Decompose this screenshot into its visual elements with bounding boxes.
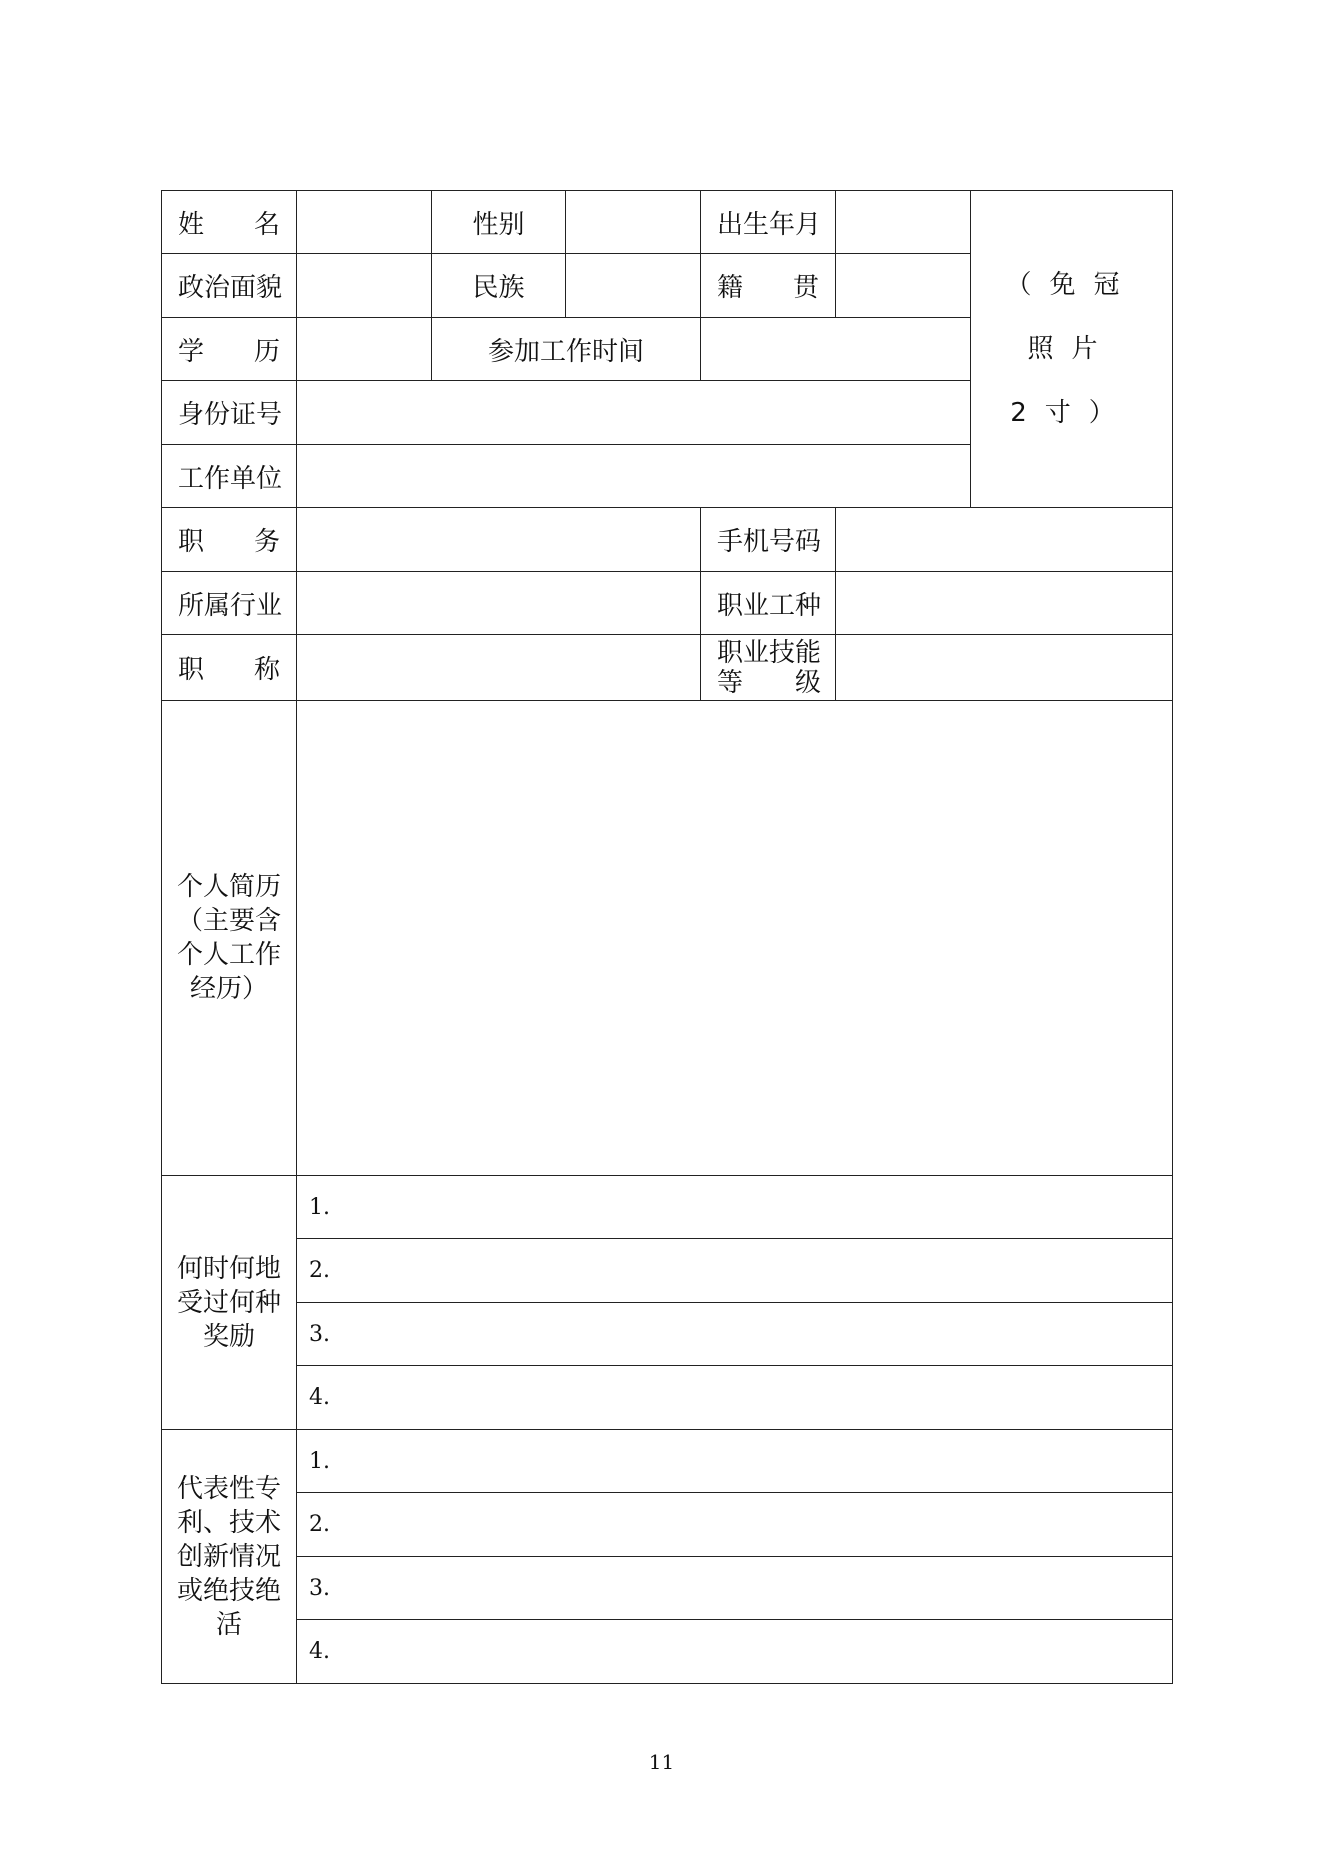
- work-start-field[interactable]: [701, 318, 971, 381]
- photo-box[interactable]: [971, 191, 1173, 508]
- patents-item-4[interactable]: 4.: [297, 1620, 1173, 1684]
- photo-text-line3: 2寸）: [1010, 398, 1133, 428]
- patents-item-2[interactable]: 2.: [297, 1493, 1173, 1557]
- ethnicity-label: 民族: [432, 254, 566, 318]
- awards-item-4[interactable]: 4.: [297, 1366, 1173, 1430]
- native-place-label: 籍 贯: [701, 254, 836, 318]
- political-field[interactable]: [297, 254, 432, 318]
- birth-label: 出生年月: [701, 191, 836, 254]
- occupation-label: 职业工种: [701, 572, 836, 635]
- resume-label: 个人简历（主要含个人工作经历）: [162, 701, 297, 1176]
- gender-label: 性别: [432, 191, 566, 254]
- industry-label: 所属行业: [162, 572, 297, 635]
- position-field[interactable]: [297, 508, 701, 572]
- education-field[interactable]: [297, 318, 432, 381]
- ethnicity-field[interactable]: [566, 254, 701, 318]
- id-number-label: 身份证号: [162, 381, 297, 445]
- gender-field[interactable]: [566, 191, 701, 254]
- awards-item-1[interactable]: 1.: [297, 1176, 1173, 1239]
- education-label: 学 历: [162, 318, 297, 381]
- patents-item-1[interactable]: 1.: [297, 1430, 1173, 1493]
- industry-field[interactable]: [297, 572, 701, 635]
- patents-item-3[interactable]: 3.: [297, 1557, 1173, 1620]
- work-start-label: 参加工作时间: [432, 318, 701, 381]
- patents-label: 代表性专利、技术创新情况或绝技绝活: [162, 1430, 297, 1684]
- page-number: 11: [648, 1750, 675, 1774]
- skill-level-label: 职业技能 等 级: [701, 635, 836, 701]
- phone-label: 手机号码: [701, 508, 836, 572]
- photo-text-line1: （免冠: [1005, 270, 1138, 300]
- birth-field[interactable]: [836, 191, 971, 254]
- work-unit-label: 工作单位: [162, 445, 297, 508]
- native-place-field[interactable]: [836, 254, 971, 318]
- phone-field[interactable]: [836, 508, 1173, 572]
- occupation-field[interactable]: [836, 572, 1173, 635]
- awards-item-3[interactable]: 3.: [297, 1303, 1173, 1366]
- awards-item-2[interactable]: 2.: [297, 1239, 1173, 1303]
- awards-label: 何时何地受过何种奖励: [162, 1176, 297, 1430]
- name-field[interactable]: [297, 191, 432, 254]
- skill-level-field[interactable]: [836, 635, 1173, 701]
- registration-form-table: [161, 190, 1173, 1684]
- id-number-field[interactable]: [297, 381, 971, 445]
- name-label: 姓 名: [162, 191, 297, 254]
- resume-field[interactable]: [297, 701, 1173, 1176]
- position-label: 职 务: [162, 508, 297, 572]
- title-field[interactable]: [297, 635, 701, 701]
- work-unit-field[interactable]: [297, 445, 971, 508]
- photo-text-line2: 照片: [1027, 334, 1116, 364]
- political-label: 政治面貌: [162, 254, 297, 318]
- title-label: 职 称: [162, 635, 297, 701]
